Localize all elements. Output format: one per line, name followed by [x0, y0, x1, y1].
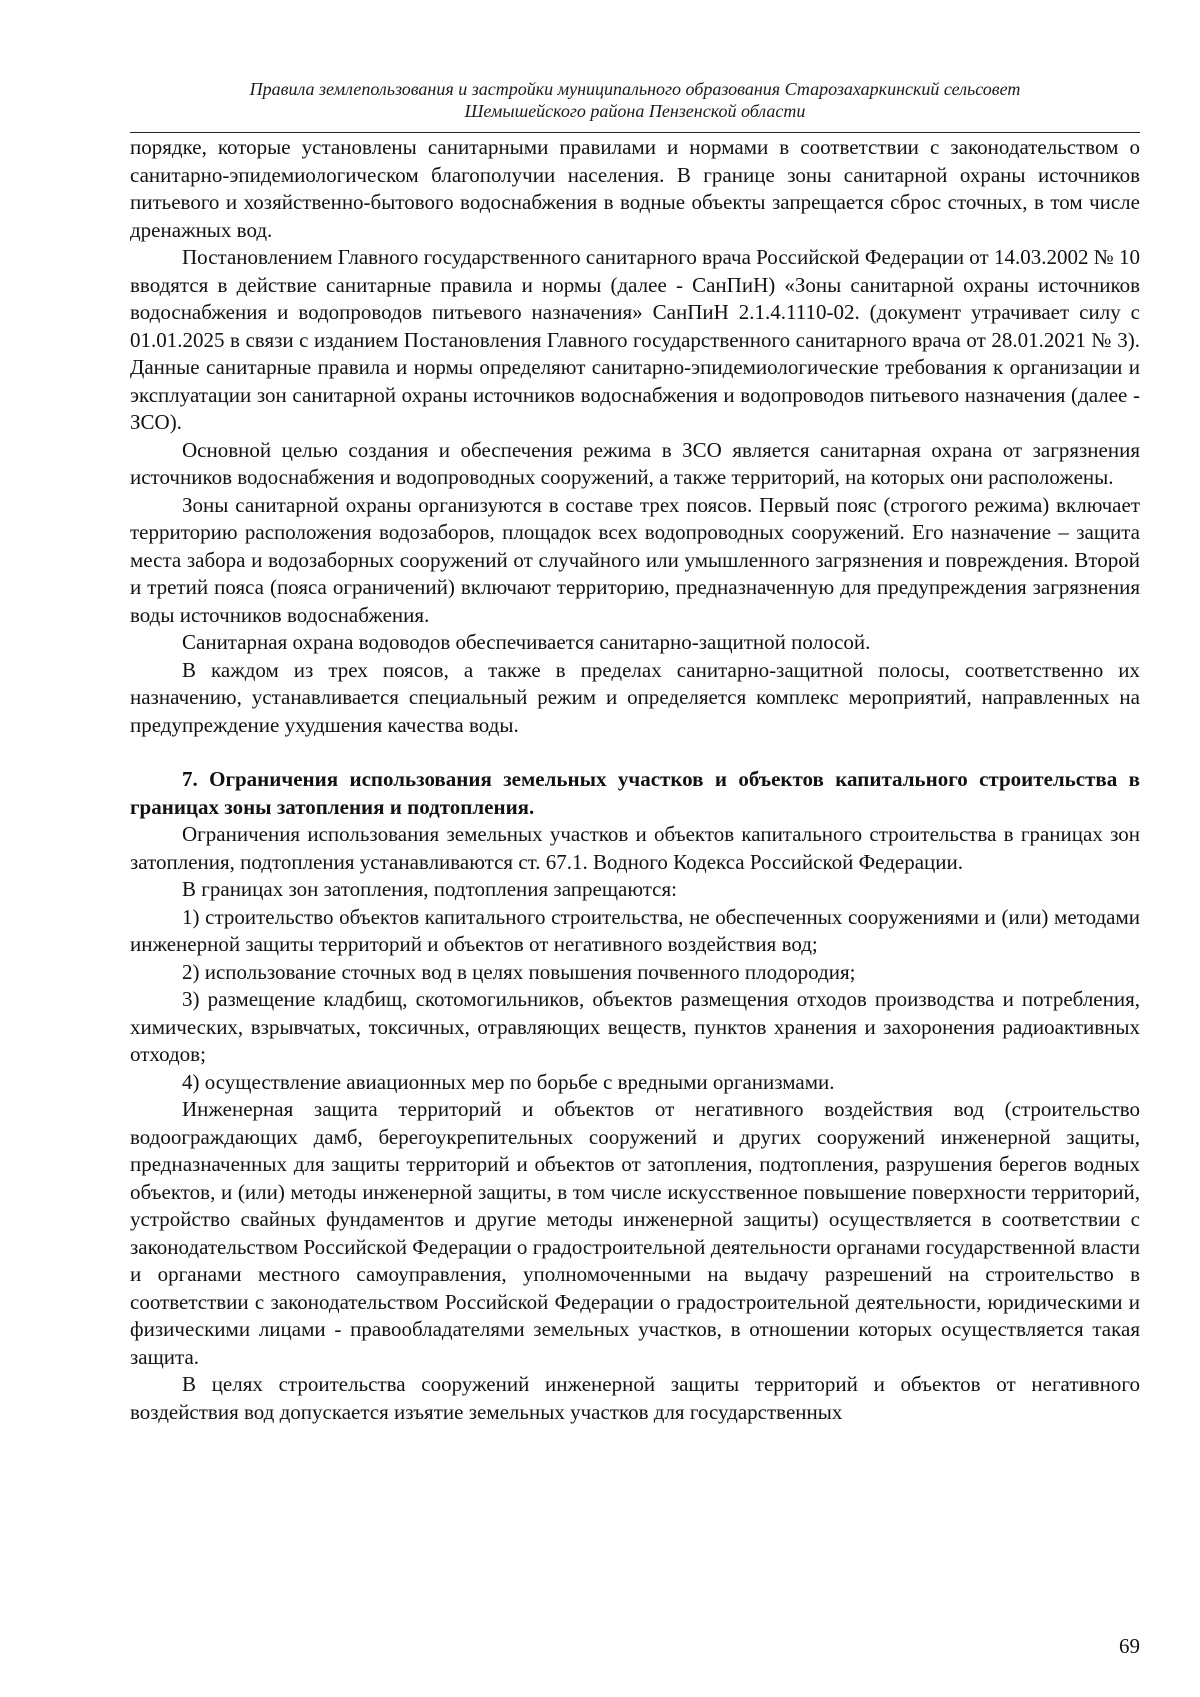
- paragraph: Ограничения использования земельных участков и объектов капитального строительства в границах зон затопления, подтопления устанавливаются ст. 67.1. Водного Кодекса Российской Федерации.: [130, 822, 1140, 874]
- document-body: [130, 134, 1140, 1426]
- list-item: 2) использование сточных вод в целях повышения почвенного плодородия;: [182, 959, 856, 984]
- paragraph: Основной целью создания и обеспечения режима в ЗСО является санитарная охрана от загрязнения источников водоснабжения и водопроводных сооружений, а также территорий, на которых они расположены.: [130, 437, 1140, 489]
- paragraph-continuation: порядке, которые установлены санитарными правилами и нормами в соответствии с законодательством о санитарно-эпидемиологическом благополучии населения. В границе зоны санитарной охраны источников питьевого и хозяйственно-бытового водоснабжения в водные объекты запрещается сброс сточных, в том числе дренажных вод.: [130, 135, 1140, 242]
- section-heading: 7. Ограничения использования земельных участков и объектов капитального строительства в границах зоны затопления и подтопления.: [130, 767, 1140, 819]
- paragraph: В целях строительства сооружений инженерной защиты территорий и объектов от негативного воздействия вод допускается изъятие земельных участков для государственных: [130, 1372, 1140, 1424]
- header-divider: [130, 132, 1140, 133]
- page-number: 69: [1119, 1634, 1140, 1658]
- paragraph: В каждом из трех поясов, а также в пределах санитарно-защитной полосы, соответственно их назначению, устанавливается специальный режим и определяется комплекс мероприятий, направленных на предупреждение ухудшения качества воды.: [130, 657, 1140, 737]
- list-item: 3) размещение кладбищ, скотомогильников, объектов размещения отходов производства и потребления, химических, взрывчатых, токсичных, отравляющих веществ, пунктов хранения и захоронения радиоактивных отходов;: [130, 987, 1140, 1066]
- paragraph: Инженерная защита территорий и объектов от негативного воздействия вод (строительство водоограждающих дамб, берегоукрепительных сооружений и других сооружений инженерной защиты, предназначенных для защиты территорий и объектов от затопления, подтопления, разрушения берегов водных объектов, и (или) методы инженерной защиты, в том числе искусственное повышение поверхности территорий, устройство свайных фундаментов и другие методы инженерной защиты) осуществляется в соответствии с законодательством Российской Федерации о градостроительной деятельности органами государственной власти и органами местного самоуправления, уполномоченными на выдачу разрешений на строительство в соответствии с законодательством Российской Федерации о градостроительной деятельности, юридическими и физическими лицами - правообладателями земельных участков, в отношении которых осуществляется такая защита.: [130, 1097, 1140, 1369]
- paragraph: Постановлением Главного государственного санитарного врача Российской Федерации от 14.03.2002 № 10 вводятся в действие санитарные правила и нормы (далее - СанПиН) «Зоны санитарной охраны источников водоснабжения и водопроводов питьевого назначения» СанПиН 2.1.4.1110-02. (документ утрачивает силу с 01.01.2025 в связи с изданием Постановления Главного государственного санитарного врача от 28.01.2021 № 3). Данные санитарные правила и нормы определяют санитарно-эпидемиологические требования к организации и эксплуатации зон санитарной охраны источников водоснабжения и водопроводов питьевого назначения (далее - ЗСО).: [130, 245, 1140, 434]
- header-line-1: Правила землепользования и застройки муниципального образования Старозахаркинский сельсовет: [249, 79, 1021, 99]
- paragraph: В границах зон затопления, подтопления запрещаются:: [182, 877, 677, 901]
- paragraph: Санитарная охрана водоводов обеспечивается санитарно-защитной полосой.: [182, 630, 871, 654]
- list-item: 4) осуществление авиационных мер по борьбе с вредными организмами.: [182, 1069, 835, 1094]
- paragraph: Зоны санитарной охраны организуются в составе трех поясов. Первый пояс (строгого режима) включает территорию расположения водозаборов, площадок всех водопроводных сооружений. Его назначение – защита места забора и водозаборных сооружений от случайного или умышленного загрязнения и повреждения. Второй и третий пояса (пояса ограничений) включают территорию, предназначенную для предупреждения загрязнения воды источников водоснабжения.: [130, 492, 1140, 627]
- list-item: 1) строительство объектов капитального строительства, не обеспеченных сооружениями и (или) методами инженерной защиты территорий и объектов от негативного воздействия вод;: [130, 904, 1140, 956]
- header-line-2: Шемышейского района Пензенской области: [464, 101, 806, 121]
- running-header: [130, 78, 1140, 122]
